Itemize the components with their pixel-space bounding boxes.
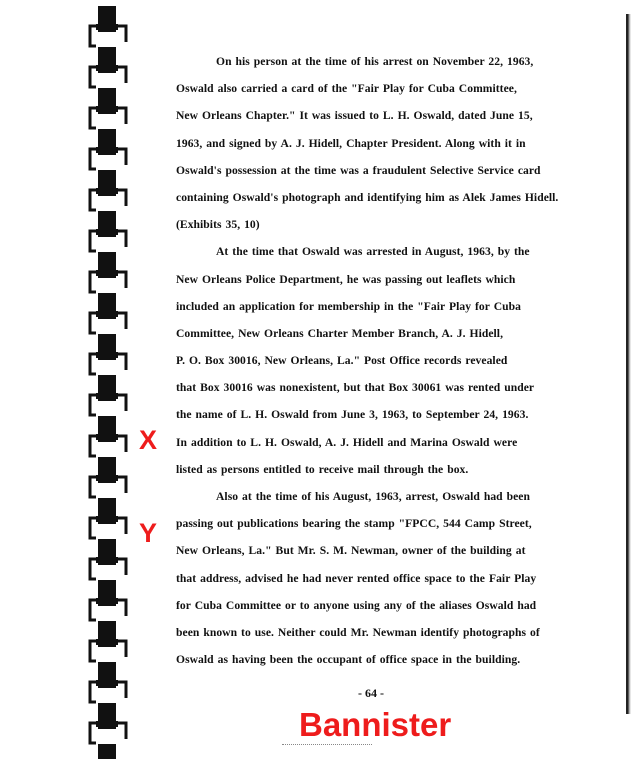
text-line: that address, advised he had never rented office space to the Fair Play <box>176 571 537 585</box>
binding-loop <box>90 88 126 128</box>
text-line: listed as persons entitled to receive mail through the box. <box>176 462 469 476</box>
binding-loop <box>90 498 126 538</box>
text-line: New Orleans, La." But Mr. S. M. Newman, owner of the building at <box>176 544 526 558</box>
binding-loop <box>90 580 126 620</box>
binding-loop <box>90 375 126 415</box>
text-line: been known to use. Neither could Mr. Newman identify photographs of <box>176 625 540 639</box>
paragraph-leaflets <box>176 238 596 483</box>
text-line: for Cuba Committee or to anyone using any of the aliases Oswald had <box>176 598 537 612</box>
text-line: Also at the time of his August, 1963, arrest, Oswald had been <box>216 490 530 503</box>
binding-loop <box>90 252 126 292</box>
binding-loop <box>90 211 126 251</box>
binding-loop <box>90 457 126 497</box>
annotation-bannister: Bannister <box>299 706 452 743</box>
text-line: passing out publications bearing the stamp "FPCC, 544 Camp Street, <box>176 517 532 531</box>
binding-loop <box>90 6 126 46</box>
text-line: Oswald also carried a card of the "Fair Play for Cuba Committee, <box>176 82 517 96</box>
text-line: that Box 30016 was nonexistent, but that Box 30061 was rented under <box>176 381 535 395</box>
text-line: (Exhibits 35, 10) <box>176 218 260 232</box>
handwritten-mark-x: X <box>139 425 158 455</box>
binding-loop <box>90 47 126 87</box>
text-line: included an application for membership in the "Fair Play for Cuba <box>176 299 521 313</box>
document-body <box>176 48 596 673</box>
pencil-scribble <box>282 744 372 751</box>
text-line: Oswald's possession at the time was a fraudulent Selective Service card <box>176 163 541 177</box>
binding-loop <box>90 539 126 579</box>
page-number: - 64 - <box>358 686 384 700</box>
text-line: New Orleans Chapter." It was issued to L. H. Oswald, dated June 15, <box>176 109 533 123</box>
text-line: At the time that Oswald was arrested in August, 1963, by the <box>216 245 530 259</box>
text-line: In addition to L. H. Oswald, A. J. Hidell and Marina Oswald were <box>176 435 518 449</box>
binding-loop <box>90 662 126 702</box>
text-line: containing Oswald's photograph and identifying him as Alek James Hidell. <box>176 190 559 204</box>
binding-loop <box>90 334 126 374</box>
text-line: Committee, New Orleans Charter Member Branch, A. J. Hidell, <box>176 326 504 340</box>
binding-loop <box>90 293 126 333</box>
binding-loop <box>90 170 126 210</box>
text-line: 1963, and signed by A. J. Hidell, Chapter President. Along with it in <box>176 136 526 150</box>
binding-loop <box>90 621 126 661</box>
text-line: On his person at the time of his arrest on November 22, 1963, <box>216 55 534 68</box>
binding-loop <box>90 416 126 456</box>
text-line: the name of L. H. Oswald from June 3, 1963, to September 24, 1963. <box>176 408 529 422</box>
handwritten-mark-y: Y <box>139 518 158 548</box>
binding-loop <box>90 703 126 743</box>
binding-loop <box>90 744 126 759</box>
binding-loop <box>90 129 126 169</box>
text-line: New Orleans Police Department, he was passing out leaflets which <box>176 272 516 286</box>
text-line: P. O. Box 30016, New Orleans, La." Post Office records revealed <box>176 354 508 368</box>
text-line: Oswald as having been the occupant of office space in the building. <box>176 653 521 667</box>
paragraph-camp-street <box>176 483 596 673</box>
paragraph-arrest-card <box>176 48 596 238</box>
page-edge <box>626 14 631 714</box>
spiral-binding <box>82 0 142 759</box>
